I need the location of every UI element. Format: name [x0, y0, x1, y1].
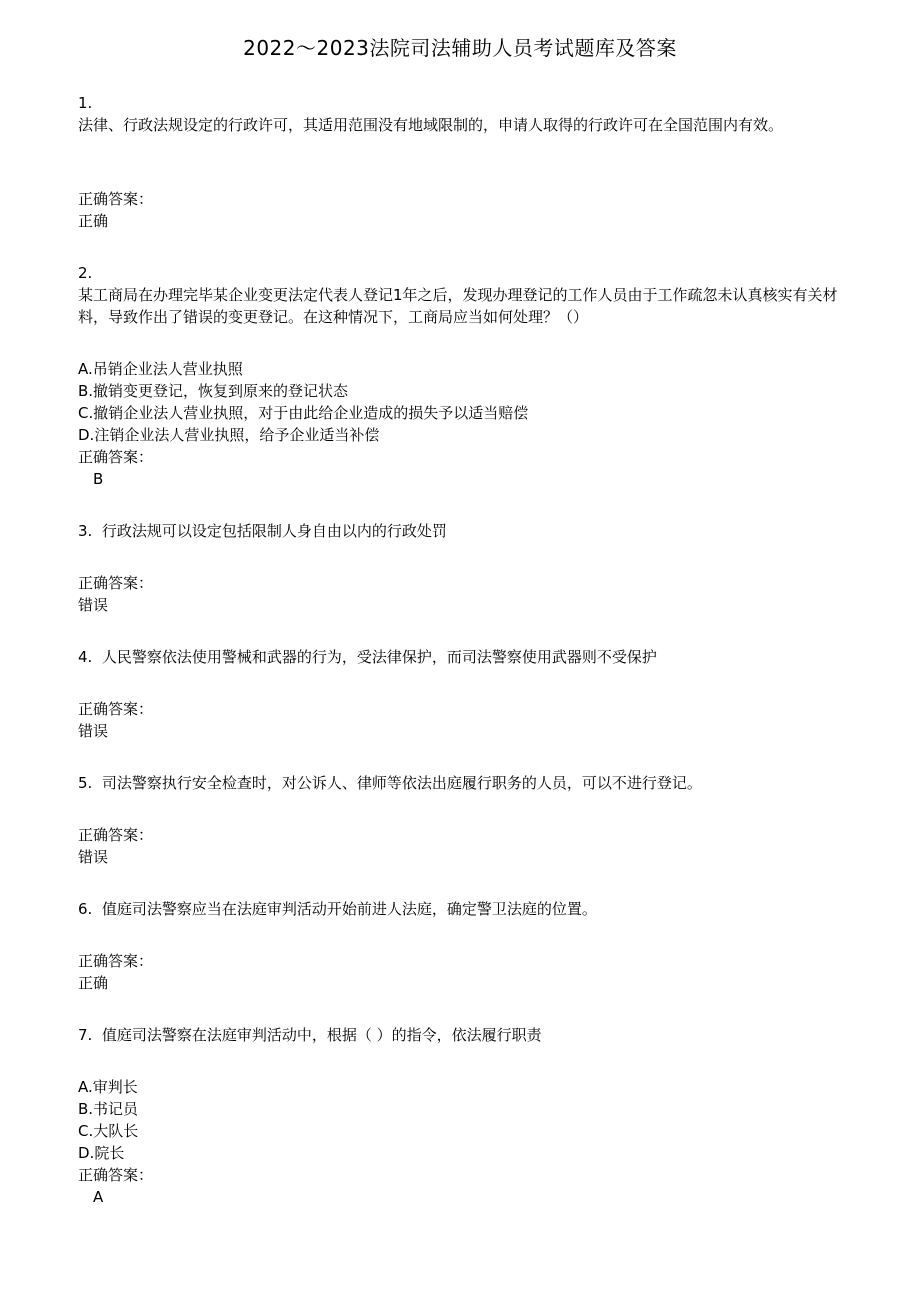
question-6-answer-label: 正确答案： — [78, 952, 154, 970]
question-1-answer: 正确 — [78, 212, 109, 230]
question-2-number: 2. — [78, 264, 93, 282]
question-2-option-c: C.撤销企业法人营业执照，对于由此给企业造成的损失予以适当赔偿 — [78, 404, 529, 422]
question-2-option-d: D.注销企业法人营业执照，给予企业适当补偿 — [78, 426, 380, 444]
question-1-answer-label: 正确答案： — [78, 190, 154, 208]
question-4-answer-label: 正确答案： — [78, 700, 154, 718]
question-1-number: 1. — [78, 94, 93, 112]
question-3 — [78, 520, 447, 542]
question-7-answer: A — [93, 1188, 104, 1206]
question-5 — [78, 772, 702, 794]
question-1-text: 法律、行政法规设定的行政许可，其适用范围没有地域限制的，申请人取得的行政许可在全国范围内有效。 — [78, 116, 784, 134]
question-2-answer: B — [93, 470, 104, 488]
question-2-text: 某工商局在办理完毕某企业变更法定代表人登记1年之后，发现办理登记的工作人员由于工作疏忽未认真核实有关材料，导致作出了错误的变更登记。在这种情况下，工商局应当如何处理？（） — [78, 286, 838, 326]
question-7-option-d: D.院长 — [78, 1144, 125, 1162]
question-5-answer: 错误 — [78, 848, 109, 866]
question-2-option-a: A.吊销企业法人营业执照 — [78, 360, 243, 378]
question-2-answer-label: 正确答案： — [78, 448, 154, 466]
document-title: 2022～2023法院司法辅助人员考试题库及答案 — [243, 36, 677, 60]
question-4-number: 4. — [78, 648, 93, 666]
question-7-text: 值庭司法警察在法庭审判活动中，根据（ ）的指令，依法履行职责 — [101, 1026, 542, 1044]
question-3-answer: 错误 — [78, 596, 109, 614]
question-6-text: 值庭司法警察应当在法庭审判活动开始前进人法庭，确定警卫法庭的位置。 — [101, 900, 597, 918]
question-5-number: 5. — [78, 774, 93, 792]
question-5-answer-label: 正确答案： — [78, 826, 154, 844]
question-6-number: 6. — [78, 900, 93, 918]
question-7 — [78, 1024, 542, 1046]
question-3-number: 3. — [78, 522, 93, 540]
question-4-text: 人民警察依法使用警械和武器的行为，受法律保护，而司法警察使用武器则不受保护 — [101, 648, 657, 666]
question-7-option-c: C.大队长 — [78, 1122, 139, 1140]
question-4-answer: 错误 — [78, 722, 109, 740]
question-5-text: 司法警察执行安全检查时，对公诉人、律师等依法出庭履行职务的人员，可以不进行登记。 — [101, 774, 702, 792]
question-6 — [78, 898, 597, 920]
question-7-option-b: B.书记员 — [78, 1100, 139, 1118]
question-3-answer-label: 正确答案： — [78, 574, 154, 592]
question-3-text: 行政法规可以设定包括限制人身自由以内的行政处罚 — [101, 522, 447, 540]
question-4 — [78, 646, 657, 668]
question-7-option-a: A.审判长 — [78, 1078, 138, 1096]
question-7-answer-label: 正确答案： — [78, 1166, 154, 1184]
question-2-option-b: B.撤销变更登记，恢复到原来的登记状态 — [78, 382, 349, 400]
question-7-number: 7. — [78, 1026, 93, 1044]
question-6-answer: 正确 — [78, 974, 109, 992]
